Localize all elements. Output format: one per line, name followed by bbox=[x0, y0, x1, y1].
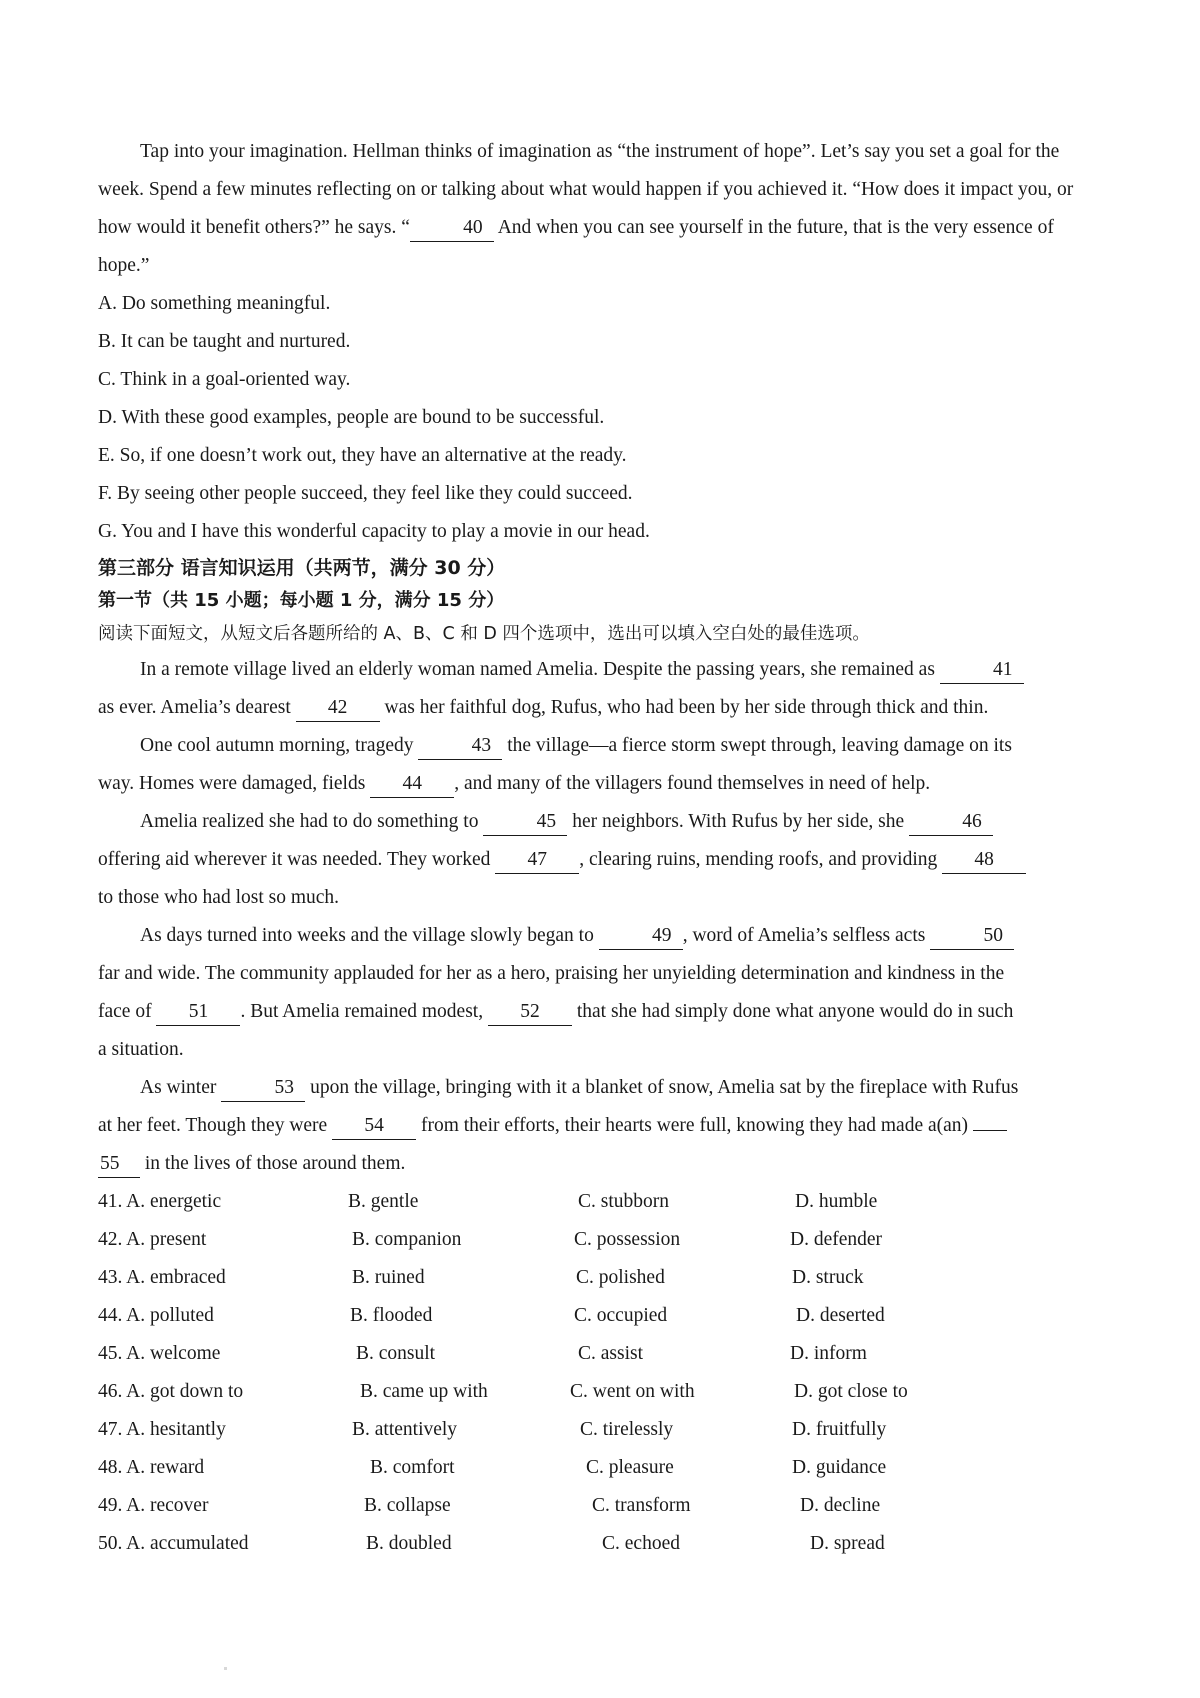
option-d: D. deserted bbox=[796, 1305, 885, 1326]
cloze-line: a situation. bbox=[98, 1039, 184, 1060]
text: . But Amelia remained modest, bbox=[240, 1001, 488, 1022]
cloze-line bbox=[98, 841, 1108, 879]
cloze-line bbox=[98, 993, 1108, 1031]
text: that she had simply done what anyone would do in such bbox=[571, 1001, 1014, 1022]
cloze-line bbox=[98, 689, 1108, 727]
option-d: D. got close to bbox=[794, 1381, 908, 1402]
seven-options-list bbox=[98, 285, 1108, 551]
blank-41: 41 bbox=[940, 657, 1024, 684]
option-d: D. With these good examples, people are bound to be successful. bbox=[98, 407, 605, 428]
option-c: C. tirelessly bbox=[580, 1419, 674, 1440]
question-row-50 bbox=[98, 1525, 1108, 1563]
option-b: B. comfort bbox=[370, 1457, 455, 1478]
cloze-passage bbox=[98, 651, 1108, 1183]
option-b: B. It can be taught and nurtured. bbox=[98, 331, 351, 352]
question-row-44 bbox=[98, 1297, 1108, 1335]
blank-42: 42 bbox=[296, 695, 380, 722]
option-c: C. pleasure bbox=[586, 1457, 674, 1478]
text: way. Homes were damaged, fields bbox=[98, 773, 371, 794]
blank-55-start bbox=[973, 1130, 1007, 1131]
blank-46: 46 bbox=[909, 809, 993, 836]
question-row-45 bbox=[98, 1335, 1108, 1373]
option-d: D. humble bbox=[795, 1191, 878, 1212]
blank-55: 55 bbox=[98, 1151, 140, 1178]
passage-paragraph-imagination bbox=[98, 133, 1108, 285]
option-d: D. guidance bbox=[792, 1457, 887, 1478]
blank-53: 53 bbox=[221, 1075, 305, 1102]
question-row-49 bbox=[98, 1487, 1108, 1525]
cloze-line bbox=[98, 1107, 1108, 1145]
text: Amelia realized she had to do something to bbox=[140, 811, 484, 832]
blank-50: 50 bbox=[930, 923, 1014, 950]
question-row-47 bbox=[98, 1411, 1108, 1449]
cloze-line bbox=[98, 803, 1108, 841]
blank-47: 47 bbox=[495, 847, 579, 874]
blank-52: 52 bbox=[488, 999, 572, 1026]
option-c: C. transform bbox=[592, 1495, 691, 1516]
text: As days turned into weeks and the village slowly began to bbox=[140, 925, 599, 946]
blank-45: 45 bbox=[483, 809, 567, 836]
question-row-41 bbox=[98, 1183, 1108, 1221]
text: , and many of the villagers found themselves in need of help. bbox=[454, 773, 931, 794]
question-options-table bbox=[98, 1183, 1108, 1563]
text: in the lives of those around them. bbox=[140, 1153, 406, 1174]
option-a: 46. A. got down to bbox=[98, 1381, 244, 1402]
option-a: 44. A. polluted bbox=[98, 1305, 214, 1326]
option-d: D. spread bbox=[810, 1533, 885, 1554]
text: face of bbox=[98, 1001, 157, 1022]
section-title: 第三部分 语言知识运用（共两节，满分 30 分） bbox=[98, 557, 506, 579]
option-b: B. attentively bbox=[352, 1419, 458, 1440]
option-b: B. came up with bbox=[360, 1381, 488, 1402]
option-c: C. occupied bbox=[574, 1305, 668, 1326]
option-b: B. companion bbox=[352, 1229, 462, 1250]
blank-40: 40 bbox=[410, 215, 494, 242]
option-b: B. gentle bbox=[348, 1191, 419, 1212]
option-c: C. polished bbox=[576, 1267, 665, 1288]
text: One cool autumn morning, tragedy bbox=[140, 735, 419, 756]
text: upon the village, bringing with it a blanket of snow, Amelia sat by the fireplace with Rufus bbox=[305, 1077, 1019, 1098]
cloze-line bbox=[98, 651, 1108, 689]
option-a: 49. A. recover bbox=[98, 1495, 209, 1516]
blank-48: 48 bbox=[942, 847, 1026, 874]
option-c: C. assist bbox=[578, 1343, 644, 1364]
option-b: B. ruined bbox=[352, 1267, 425, 1288]
option-c: C. stubborn bbox=[578, 1191, 670, 1212]
blank-54: 54 bbox=[332, 1113, 416, 1140]
option-a: 47. A. hesitantly bbox=[98, 1419, 226, 1440]
option-a: 42. A. present bbox=[98, 1229, 207, 1250]
cloze-line: far and wide. The community applauded for her as a hero, praising her unyielding determination and kindness in the bbox=[98, 963, 1005, 984]
cloze-line bbox=[98, 1069, 1108, 1107]
blank-51: 51 bbox=[156, 999, 240, 1026]
option-c: C. went on with bbox=[570, 1381, 695, 1402]
text: offering aid wherever it was needed. They worked bbox=[98, 849, 496, 870]
option-b: B. doubled bbox=[366, 1533, 452, 1554]
text: , clearing ruins, mending roofs, and providing bbox=[579, 849, 943, 870]
option-b: B. collapse bbox=[364, 1495, 451, 1516]
option-d: D. decline bbox=[800, 1495, 881, 1516]
blank-43: 43 bbox=[418, 733, 502, 760]
option-b: B. flooded bbox=[350, 1305, 433, 1326]
option-a: 43. A. embraced bbox=[98, 1267, 226, 1288]
option-a: 41. A. energetic bbox=[98, 1191, 222, 1212]
blank-49: 49 bbox=[599, 923, 683, 950]
option-c: C. echoed bbox=[602, 1533, 680, 1554]
option-d: D. defender bbox=[790, 1229, 883, 1250]
blank-44: 44 bbox=[370, 771, 454, 798]
question-row-48 bbox=[98, 1449, 1108, 1487]
text: the village—a fierce storm swept through, leaving damage on its bbox=[502, 735, 1012, 756]
section-instruction: 阅读下面短文，从短文后各题所给的 A、B、C 和 D 四个选项中，选出可以填入空白处的最佳选项。 bbox=[98, 624, 870, 644]
section-subtitle: 第一节（共 15 小题；每小题 1 分，满分 15 分） bbox=[98, 590, 505, 611]
option-d: D. fruitfully bbox=[792, 1419, 887, 1440]
option-g: G. You and I have this wonderful capacity to play a movie in our head. bbox=[98, 521, 650, 542]
option-d: D. struck bbox=[792, 1267, 864, 1288]
exam-page bbox=[98, 133, 1108, 1563]
option-c: C. possession bbox=[574, 1229, 681, 1250]
text: as ever. Amelia’s dearest bbox=[98, 697, 296, 718]
text: , word of Amelia’s selfless acts bbox=[682, 925, 931, 946]
option-a: 45. A. welcome bbox=[98, 1343, 221, 1364]
paragraph-text: Tap into your imagination. Hellman thinks of imagination as “the instrument of hope”. Let’s say you set a goal for the week. Spend a few minutes reflecting on or talking about what would happen if you achieved it. “How does it impact you, or how would it benefit others?” he says. “ bbox=[98, 141, 1074, 238]
cloze-line bbox=[98, 1145, 1108, 1183]
page-footer-dot bbox=[224, 1667, 227, 1670]
text: As winter bbox=[140, 1077, 222, 1098]
text: from their efforts, their hearts were full, knowing they had made a(an) bbox=[416, 1115, 973, 1136]
question-row-42 bbox=[98, 1221, 1108, 1259]
option-f: F. By seeing other people succeed, they feel like they could succeed. bbox=[98, 483, 633, 504]
option-c: C. Think in a goal-oriented way. bbox=[98, 369, 351, 390]
question-row-43 bbox=[98, 1259, 1108, 1297]
cloze-line: to those who had lost so much. bbox=[98, 887, 340, 908]
cloze-line bbox=[98, 765, 1108, 803]
text: was her faithful dog, Rufus, who had been by her side through thick and thin. bbox=[379, 697, 989, 718]
cloze-line bbox=[98, 727, 1108, 765]
text: at her feet. Though they were bbox=[98, 1115, 333, 1136]
cloze-line bbox=[98, 917, 1108, 955]
question-row-46 bbox=[98, 1373, 1108, 1411]
text: her neighbors. With Rufus by her side, she bbox=[567, 811, 910, 832]
option-d: D. inform bbox=[790, 1343, 867, 1364]
option-e: E. So, if one doesn’t work out, they have an alternative at the ready. bbox=[98, 445, 627, 466]
option-a: 48. A. reward bbox=[98, 1457, 205, 1478]
paragraph-text: And when you can see yourself in the future, that is the very essence of hope.” bbox=[98, 217, 1054, 276]
option-b: B. consult bbox=[356, 1343, 436, 1364]
text: In a remote village lived an elderly woman named Amelia. Despite the passing years, she remained as bbox=[140, 659, 940, 680]
option-a: 50. A. accumulated bbox=[98, 1533, 249, 1554]
option-a: A. Do something meaningful. bbox=[98, 293, 331, 314]
